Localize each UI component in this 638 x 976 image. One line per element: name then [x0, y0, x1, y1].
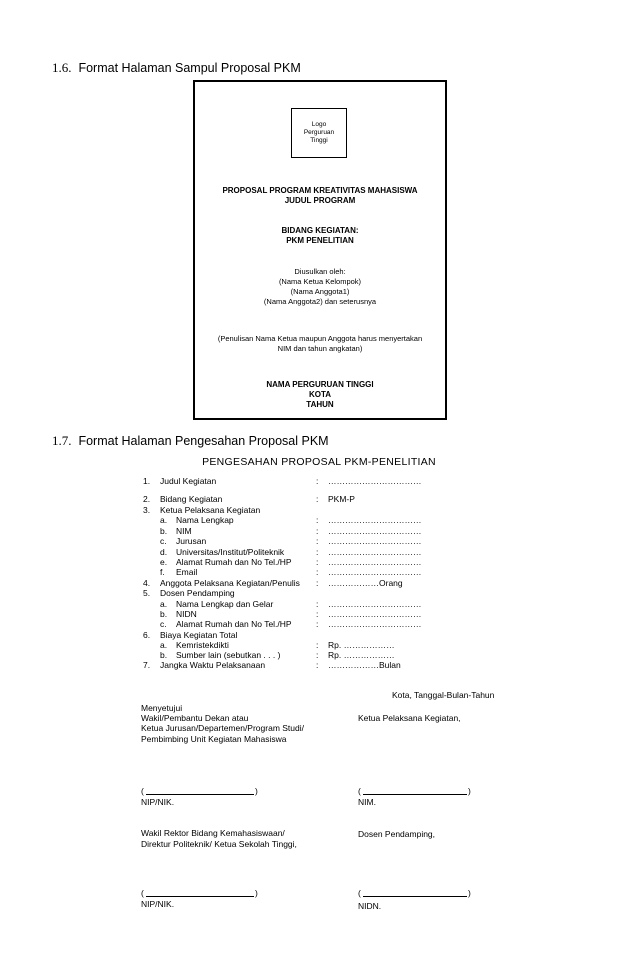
- row-label: Sumber lain (sebutkan . . . ): [176, 650, 281, 660]
- logo-placeholder: [291, 108, 347, 158]
- cover-proposer-line: (Nama Ketua Kelompok): [278, 277, 362, 286]
- signature-line-left-2: [146, 896, 254, 897]
- row-number: 5.: [143, 588, 151, 598]
- section-title: Format Halaman Pengesahan Proposal PKM: [78, 434, 329, 448]
- place-date: Kota, Tanggal-Bulan-Tahun: [392, 690, 495, 700]
- logo-text-line: Logo: [311, 121, 327, 128]
- logo-text-line: Perguruan: [303, 129, 335, 136]
- row-colon: :: [316, 557, 319, 567]
- logo-text-line: Tinggi: [310, 137, 328, 144]
- signature-line-right-2: [363, 896, 467, 897]
- row-sub-letter: c.: [160, 619, 167, 629]
- signature-close-paren: ): [468, 786, 471, 796]
- cover-field-line-2: PKM PENELITIAN: [286, 236, 354, 245]
- cover-title-line-2: JUDUL PROGRAM: [284, 196, 356, 205]
- row-colon: :: [316, 619, 319, 629]
- approval-form-title: PENGESAHAN PROPOSAL PKM-PENELITIAN: [202, 456, 436, 468]
- row-label: Bidang Kegiatan: [160, 494, 223, 504]
- row-sub-letter: b.: [160, 609, 168, 619]
- row-label: Universitas/Institut/Politeknik: [176, 547, 285, 557]
- cover-title-line-1: PROPOSAL PROGRAM KREATIVITAS MAHASISWA: [222, 186, 418, 195]
- row-colon: :: [316, 536, 319, 546]
- row-number: 2.: [143, 494, 151, 504]
- row-colon: :: [316, 609, 319, 619]
- row-sub-letter: d.: [160, 547, 168, 557]
- row-colon: :: [316, 515, 319, 525]
- cover-field-line-1: BIDANG KEGIATAN:: [281, 226, 359, 235]
- row-sub-letter: c.: [160, 536, 167, 546]
- row-value: ……………………………: [328, 536, 422, 546]
- left-signer-2-title-line: Wakil Rektor Bidang Kemahasiswaan/: [141, 828, 285, 838]
- signature-open-paren: (: [141, 786, 144, 796]
- row-value: ……………………………: [328, 515, 422, 525]
- row-value: ……………………………: [328, 476, 422, 486]
- left-signer-title-line: Pembimbing Unit Kegiatan Mahasiswa: [141, 734, 287, 744]
- row-sub-letter: e.: [160, 557, 168, 567]
- row-sub-letter: b.: [160, 526, 168, 536]
- cover-page-frame: [193, 80, 447, 420]
- row-value: Rp. ………………: [328, 650, 395, 660]
- left-signer-2-title-line: Direktur Politeknik/ Ketua Sekolah Tinggi,: [141, 839, 297, 849]
- row-number: 7.: [143, 660, 151, 670]
- left-signer-title-line: Wakil/Pembantu Dekan atau: [141, 713, 249, 723]
- row-label: Alamat Rumah dan No Tel./HP: [176, 619, 292, 629]
- row-colon: :: [316, 526, 319, 536]
- row-colon: :: [316, 599, 319, 609]
- signature-close-paren: ): [255, 786, 258, 796]
- row-value: PKM-P: [328, 494, 355, 504]
- row-number: 3.: [143, 505, 151, 515]
- row-sub-letter: f.: [160, 567, 165, 577]
- section-heading-1-7: [52, 433, 329, 449]
- right-signer-2-title: Dosen Pendamping,: [358, 829, 436, 839]
- signature-close-paren: ): [255, 888, 258, 898]
- row-label: Biaya Kegiatan Total: [160, 630, 238, 640]
- row-value: ……………………………: [328, 557, 422, 567]
- row-sub-letter: a.: [160, 599, 168, 609]
- row-value: Rp. ………………: [328, 640, 395, 650]
- section-heading-1-6: [52, 60, 301, 76]
- cover-note-line-2: NIM dan tahun angkatan): [277, 344, 363, 353]
- row-colon: :: [316, 660, 319, 670]
- row-label: Dosen Pendamping: [160, 588, 235, 598]
- row-colon: :: [316, 578, 319, 588]
- row-colon: :: [316, 640, 319, 650]
- row-label: Email: [176, 567, 198, 577]
- row-value: ……………………………: [328, 609, 422, 619]
- right-signer-id-label: NIM.: [358, 797, 376, 807]
- row-label: Kemristekdikti: [176, 640, 229, 650]
- row-label: Alamat Rumah dan No Tel./HP: [176, 557, 292, 567]
- row-value: ……………………………: [328, 547, 422, 557]
- row-colon: :: [316, 547, 319, 557]
- row-value: ……………………………: [328, 599, 422, 609]
- cover-note-line-1: (Penulisan Nama Ketua maupun Anggota harus menyertakan: [217, 334, 423, 343]
- cover-proposer-line: (Nama Anggota2) dan seterusnya: [263, 297, 377, 306]
- cover-proposer-line: Diusulkan oleh:: [294, 267, 346, 276]
- cover-city-line: KOTA: [308, 390, 332, 399]
- row-label: Jurusan: [176, 536, 207, 546]
- section-title: Format Halaman Sampul Proposal PKM: [78, 61, 301, 75]
- row-colon: :: [316, 567, 319, 577]
- right-signer-title: Ketua Pelaksana Kegiatan,: [358, 713, 461, 723]
- row-number: 1.: [143, 476, 151, 486]
- row-colon: :: [316, 650, 319, 660]
- cover-institution-line: NAMA PERGURUAN TINGGI: [266, 380, 374, 389]
- signature-open-paren: (: [141, 888, 144, 898]
- cover-year-line: TAHUN: [306, 400, 334, 409]
- left-signer-title-line: Ketua Jurusan/Departemen/Program Studi/: [141, 723, 305, 733]
- row-sub-letter: a.: [160, 640, 168, 650]
- row-label: Anggota Pelaksana Kegiatan/Penulis: [160, 578, 300, 588]
- row-value: ………………Bulan: [328, 660, 401, 670]
- cover-proposer-line: (Nama Anggota1): [290, 287, 350, 296]
- row-label: NIDN: [176, 609, 197, 619]
- row-label: Ketua Pelaksana Kegiatan: [160, 505, 261, 515]
- row-sub-letter: b.: [160, 650, 168, 660]
- row-number: 4.: [143, 578, 151, 588]
- row-value: ………………Orang: [328, 578, 403, 588]
- signature-close-paren: ): [468, 888, 471, 898]
- row-value: ……………………………: [328, 619, 422, 629]
- left-signer-2-id-label: NIP/NIK.: [141, 899, 175, 909]
- signature-line-left-1: [146, 794, 254, 795]
- approval-label: Menyetujui: [141, 703, 183, 713]
- section-number: 1.7.: [52, 433, 72, 448]
- row-label: Nama Lengkap: [176, 515, 234, 525]
- right-signer-2-id-label: NIDN.: [358, 901, 382, 911]
- row-value: ……………………………: [328, 526, 422, 536]
- signature-line-right-1: [363, 794, 467, 795]
- signature-open-paren: (: [358, 888, 361, 898]
- row-colon: :: [316, 476, 319, 486]
- signature-open-paren: (: [358, 786, 361, 796]
- row-value: ……………………………: [328, 567, 422, 577]
- row-label: Judul Kegiatan: [160, 476, 217, 486]
- row-label: Nama Lengkap dan Gelar: [176, 599, 274, 609]
- section-number: 1.6.: [52, 60, 72, 75]
- row-label: NIM: [176, 526, 192, 536]
- row-number: 6.: [143, 630, 151, 640]
- row-colon: :: [316, 494, 319, 504]
- left-signer-id-label: NIP/NIK.: [141, 797, 175, 807]
- row-sub-letter: a.: [160, 515, 168, 525]
- row-label: Jangka Waktu Pelaksanaan: [160, 660, 266, 670]
